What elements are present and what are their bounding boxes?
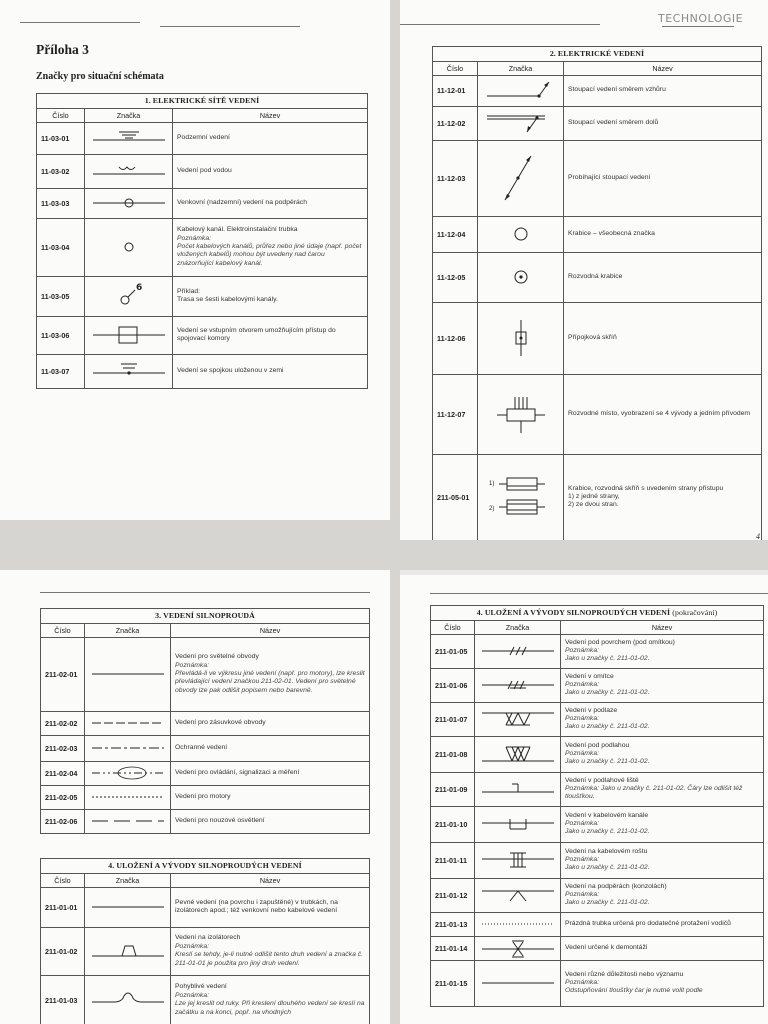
symbol-description <box>171 927 370 975</box>
symbol-name: Vedení pro nouzové osvětlení <box>175 816 265 824</box>
plain-symbol-icon <box>85 887 171 927</box>
table-row <box>431 842 764 878</box>
symbol-code: 211-01-10 <box>431 806 475 842</box>
symbol-code: 211-02-04 <box>41 761 85 785</box>
emptytube-symbol-icon <box>475 912 561 936</box>
section-title: 3. VEDENÍ SILNOPROUDÁ <box>41 609 370 624</box>
symbol-code: 211-01-03 <box>41 975 85 1024</box>
symbol-code: 211-01-08 <box>431 736 475 772</box>
col-header: Značka <box>85 873 171 887</box>
symbol-note: Poznámka: Jako u značky č. 211-01-02. <box>565 855 650 872</box>
symbol-description <box>171 761 370 785</box>
table-installation-2 <box>430 605 764 1007</box>
symbol-name: Vedení různé důležitosti nebo významu <box>565 970 684 978</box>
table-row <box>41 637 370 711</box>
table-row <box>37 218 368 276</box>
riseup-symbol-icon <box>478 75 564 106</box>
col-header: Číslo <box>433 61 478 75</box>
symbol-code: 11-12-07 <box>433 374 478 454</box>
table-installation-1 <box>40 858 370 1024</box>
col-header: Název <box>561 620 764 634</box>
table-power-lines <box>40 608 370 834</box>
flex-symbol-icon <box>85 975 171 1024</box>
symbol-description <box>561 912 764 936</box>
table-row <box>431 960 764 1006</box>
top-rule <box>400 24 600 25</box>
symbol-code: 11-03-04 <box>37 218 85 276</box>
symbol-name: Krabice, rozvodná skříň s uvedením strany přístupu 1) z jedné strany, 2) ze dvou stran. <box>568 484 724 509</box>
symbol-code: 11-03-05 <box>37 276 85 316</box>
table-row <box>41 761 370 785</box>
floor-symbol-icon <box>475 702 561 736</box>
symbol-name: Vedení pro ovládání, signalizaci a měření <box>175 768 300 776</box>
top-rule <box>40 592 370 593</box>
symbol-name: Vedení pod podlahou <box>565 741 630 749</box>
symbol-note: Poznámka: Jako u značky č. 211-01-02. <box>565 646 650 663</box>
symbol-description <box>561 936 764 960</box>
manhole-symbol-icon <box>85 316 173 354</box>
symbol-name: Kabelový kanál. Elektroinstalační trubka <box>177 226 298 234</box>
table-row <box>431 936 764 960</box>
col-header: Značka <box>478 61 564 75</box>
symbol-name: Vedení na kabelovém roštu <box>565 847 648 855</box>
symbol-code: 11-03-03 <box>37 188 85 218</box>
symbol-code: 11-12-02 <box>433 106 478 140</box>
svg-text:2): 2) <box>488 506 494 513</box>
table-row <box>37 316 368 354</box>
symbol-description <box>173 188 368 218</box>
underwater-symbol-icon <box>85 154 173 188</box>
top-rule <box>160 26 300 27</box>
dashdotdot-symbol-icon <box>85 761 171 785</box>
symbol-code: 11-03-07 <box>37 354 85 388</box>
symbol-description <box>171 735 370 761</box>
table-row <box>431 772 764 806</box>
symbol-note: Poznámka: Počet kabelových kanálů, průřez nebo jiné údaje (např. počet vložených kabelů) mohou být uvedeny nad čarou znázorňující kabelový kanál. <box>177 234 362 267</box>
table-row <box>37 188 368 218</box>
svg-text:6: 6 <box>135 283 142 294</box>
symbol-code: 211-02-02 <box>41 711 85 735</box>
table-row <box>433 140 762 216</box>
plaster-symbol-icon <box>475 668 561 702</box>
longdash-symbol-icon <box>85 809 171 833</box>
symbol-name: Vedení pod povrchem (pod omítkou) <box>565 638 675 646</box>
cabinet-symbol-icon <box>478 302 564 374</box>
bracket-symbol-icon <box>475 878 561 912</box>
col-header: Značka <box>85 108 173 122</box>
table-row <box>41 735 370 761</box>
page-subtitle: Značky pro situační schémata <box>36 71 164 82</box>
table-row <box>433 252 762 302</box>
symbol-code: 11-12-05 <box>433 252 478 302</box>
col-header: Číslo <box>37 108 85 122</box>
distpoint-symbol-icon <box>478 374 564 454</box>
symbol-code: 211-05-01 <box>433 454 478 540</box>
demolish-symbol-icon <box>475 936 561 960</box>
table-row <box>431 878 764 912</box>
symbol-name: Vedení pro světelné obvody <box>175 653 259 661</box>
table-row <box>431 806 764 842</box>
symbol-name: Vedení v podlahové liště <box>565 776 639 784</box>
col-header: Značka <box>85 623 171 637</box>
symbol-note: Poznámka: Odstupňování tloušťky čar je nutné volit podle <box>565 978 703 995</box>
symbol-description <box>171 711 370 735</box>
box-symbol-icon <box>478 216 564 252</box>
symbol-code: 211-01-11 <box>431 842 475 878</box>
symbol-description <box>173 154 368 188</box>
symbol-name: Ochranné vedení <box>175 743 228 751</box>
col-header: Název <box>171 623 370 637</box>
top-rule <box>20 22 140 23</box>
symbol-code: 211-01-15 <box>431 960 475 1006</box>
symbol-description <box>561 960 764 1006</box>
symbol-description <box>561 878 764 912</box>
symbol-description <box>171 785 370 809</box>
symbol-description <box>561 736 764 772</box>
symbol-name: Stoupací vedení směrem dolů <box>568 118 659 126</box>
joint-symbol-icon <box>85 354 173 388</box>
svg-text:1): 1) <box>488 481 494 488</box>
symbol-name: Vedení pro zásuvkové obvody <box>175 718 266 726</box>
underfloor-symbol-icon <box>475 736 561 772</box>
symbol-name: Stoupací vedení směrem vzhůru <box>568 86 666 94</box>
section-title: 4. ULOŽENÍ A VÝVODY SILNOPROUDÝCH VEDENÍ (pokračování) <box>431 606 764 621</box>
symbol-note: Poznámka: Kreslí se tehdy, je-li nutné odlišit tento druh vedení a značka č. 211-01-01 je použita pro jiný druh vedení. <box>175 942 364 967</box>
top-rule <box>430 593 768 594</box>
symbol-name: Podzemní vedení <box>177 133 230 141</box>
symbol-name: Vedení určené k demontáži <box>565 943 648 951</box>
symbol-name: Vedení pro motory <box>175 792 231 800</box>
symbol-code: 211-02-01 <box>41 637 85 711</box>
symbol-description <box>564 302 762 374</box>
table-row <box>433 374 762 454</box>
dotted-symbol-icon <box>85 785 171 809</box>
risedown-symbol-icon <box>478 106 564 140</box>
symbol-name: Pevné vedení (na povrchu i zapuštěné) v trubkách, na izolátorech apod.; též venkovní nebo kabelové vedení <box>175 898 338 915</box>
symbol-name: Rozvodná krabice <box>568 272 623 280</box>
symbol-name: Vedení v kabelovém kanále <box>565 811 649 819</box>
symbol-description <box>564 216 762 252</box>
handwritten-note: TECHNOLOGIE <box>658 12 744 25</box>
symbol-code: 211-01-07 <box>431 702 475 736</box>
symbol-description <box>564 374 762 454</box>
section-title: 1. ELEKTRICKÉ SÍTĚ VEDENÍ <box>37 94 368 109</box>
symbol-code: 211-02-03 <box>41 735 85 761</box>
symbol-name: Vedení na podpěrách (konzolách) <box>565 882 667 890</box>
symbol-description <box>561 634 764 668</box>
symbol-name: Krabice – všeobecná značka <box>568 229 655 237</box>
symbol-description <box>171 975 370 1024</box>
table-row <box>431 912 764 936</box>
distbox-symbol-icon <box>478 252 564 302</box>
symbol-name: Rozvodné místo, vyobrazení se 4 vývody a jedním přívodem <box>568 409 751 417</box>
symbol-name: Vedení v podlaze <box>565 706 618 714</box>
symbol-description <box>561 806 764 842</box>
table-row <box>41 785 370 809</box>
table-row <box>37 154 368 188</box>
symbol-description <box>173 122 368 154</box>
symbol-name: Vedení na izolátorech <box>175 934 241 942</box>
risethrough-symbol-icon <box>478 140 564 216</box>
symbol-code: 211-01-05 <box>431 634 475 668</box>
symbol-description <box>561 668 764 702</box>
symbol-note: Poznámka: Jako u značky č. 211-01-02. <box>565 749 650 766</box>
symbol-name: Probíhající stoupací vedení <box>568 173 651 181</box>
symbol-code: 11-12-01 <box>433 75 478 106</box>
channel-symbol-icon <box>475 806 561 842</box>
symbol-note: Poznámka: Jako u značky č. 211-01-02. <box>565 714 650 731</box>
col-header: Číslo <box>41 623 85 637</box>
symbol-note: Poznámka: Převládá-li ve výkresu jiné vedení (např. pro motory), lze kreslit převládající vedení značkou 211-02-01. Vedení pro světelné obvody lze pak odlišit popisem nebo barevně. <box>175 661 365 694</box>
overhead-symbol-icon <box>85 188 173 218</box>
table-row <box>431 634 764 668</box>
table-row <box>41 975 370 1024</box>
col-header: Číslo <box>431 620 475 634</box>
symbol-note: Poznámka: Jako u značky č. 211-01-02. <box>565 890 650 907</box>
solid-symbol-icon <box>85 637 171 711</box>
symbol-code: 211-01-01 <box>41 887 85 927</box>
tray-symbol-icon <box>475 842 561 878</box>
symbol-description <box>173 354 368 388</box>
symbol-note: Poznámka: Jako u značky č. 211-01-02. Čáry lze odlišit též tloušťkou. <box>565 784 743 801</box>
symbol-name: Venkovní (nadzemní) vedení na podpěrách <box>177 198 307 206</box>
table-row <box>431 736 764 772</box>
table-row <box>37 122 368 154</box>
symbol-name: Vedení se spojkou uloženou v zemi <box>177 366 284 374</box>
symbol-name: Pohyblivé vedení <box>175 983 227 991</box>
table-row <box>433 216 762 252</box>
symbol-description <box>564 140 762 216</box>
symbol-code: 11-12-04 <box>433 216 478 252</box>
symbol-note: Poznámka: Jako u značky č. 211-01-02. <box>565 819 650 836</box>
scan-page-3 <box>0 570 390 1024</box>
symbol-code: 211-02-05 <box>41 785 85 809</box>
symbol-description <box>173 276 368 316</box>
surface-symbol-icon <box>475 634 561 668</box>
symbol-description <box>171 809 370 833</box>
skirting-symbol-icon <box>475 772 561 806</box>
symbol-description <box>564 106 762 140</box>
symbol-name: Příklad: Trasa se šesti kabelovými kanály. <box>177 287 278 304</box>
col-header: Číslo <box>41 873 85 887</box>
page-number: 4 <box>756 532 760 540</box>
symbol-name: Prázdná trubka určená pro dodatečné protažení vodičů <box>565 919 731 927</box>
table-row <box>433 75 762 106</box>
col-header: Název <box>171 873 370 887</box>
symbol-code: 11-03-02 <box>37 154 85 188</box>
symbol-name: Přípojková skříň <box>568 333 617 341</box>
duct6-symbol-icon <box>85 276 173 316</box>
scan-page-1 <box>0 0 390 520</box>
symbol-name: Vedení v omítce <box>565 672 614 680</box>
table-electric-lines <box>432 46 762 540</box>
table-row <box>41 927 370 975</box>
table-row <box>433 302 762 374</box>
symbol-description <box>173 218 368 276</box>
symbol-name: Vedení se vstupním otvorem umožňujícím přístup do spojovací komory <box>177 326 336 343</box>
duct-symbol-icon <box>85 218 173 276</box>
col-header: Název <box>173 108 368 122</box>
col-header: Značka <box>475 620 561 634</box>
symbol-note: Poznámka: Lze jej kreslit od ruky. Při kreslení dlouhého vedení se kreslí na začátku a na konci, popř. na vhodných <box>175 991 365 1016</box>
table-row <box>433 454 762 540</box>
symbol-description <box>564 252 762 302</box>
table-electric-networks <box>36 93 368 389</box>
scan-page-4 <box>400 575 768 1024</box>
symbol-note: Poznámka: Jako u značky č. 211-01-02. <box>565 680 650 697</box>
symbol-description <box>564 454 762 540</box>
insulator-symbol-icon <box>85 927 171 975</box>
table-row <box>433 106 762 140</box>
symbol-code: 211-01-09 <box>431 772 475 806</box>
symbol-description <box>564 75 762 106</box>
table-row <box>431 668 764 702</box>
table-row <box>431 702 764 736</box>
symbol-code: 211-01-06 <box>431 668 475 702</box>
section-title: 2. ELEKTRICKÉ VEDENÍ <box>433 47 762 62</box>
symbol-description <box>171 887 370 927</box>
col-header: Název <box>564 61 762 75</box>
dashdot-symbol-icon <box>85 735 171 761</box>
symbol-description <box>561 842 764 878</box>
symbol-description <box>173 316 368 354</box>
symbol-code: 211-01-13 <box>431 912 475 936</box>
symbol-code: 211-01-02 <box>41 927 85 975</box>
symbol-description <box>171 637 370 711</box>
symbol-description <box>561 702 764 736</box>
underground-symbol-icon <box>85 122 173 154</box>
table-row <box>41 887 370 927</box>
symbol-code: 11-12-03 <box>433 140 478 216</box>
symbol-name: Vedení pod vodou <box>177 166 232 174</box>
table-row <box>37 354 368 388</box>
symbol-code: 11-03-06 <box>37 316 85 354</box>
handwriting-underline <box>662 26 734 27</box>
symbol-code: 211-01-14 <box>431 936 475 960</box>
scan-page-2 <box>400 0 768 540</box>
plain-symbol-icon <box>475 960 561 1006</box>
symbol-description <box>561 772 764 806</box>
access-symbol-icon <box>478 454 564 540</box>
symbol-code: 11-03-01 <box>37 122 85 154</box>
table-row <box>37 276 368 316</box>
table-row <box>41 711 370 735</box>
symbol-code: 211-02-06 <box>41 809 85 833</box>
section-title: 4. ULOŽENÍ A VÝVODY SILNOPROUDÝCH VEDENÍ <box>41 859 370 874</box>
table-row <box>41 809 370 833</box>
page-title: Příloha 3 <box>36 42 89 57</box>
symbol-code: 211-01-12 <box>431 878 475 912</box>
symbol-code: 11-12-06 <box>433 302 478 374</box>
dash-symbol-icon <box>85 711 171 735</box>
